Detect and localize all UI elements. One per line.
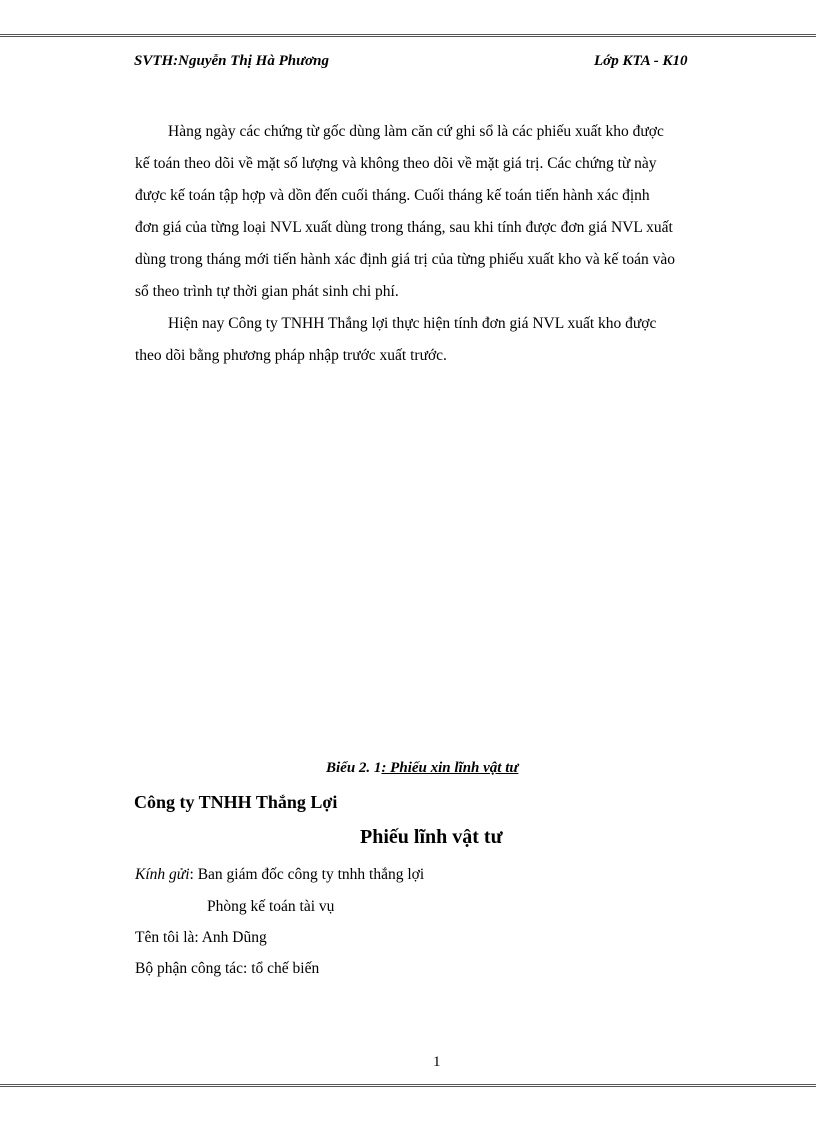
recipient-line-2: Phòng kế toán tài vụ (207, 898, 335, 915)
header-author: SVTH:Nguyễn Thị Hà Phương (134, 53, 329, 69)
caption-prefix: Biểu 2. 1 (326, 760, 382, 776)
requester-department: Bộ phận công tác: tổ chế biến (135, 960, 320, 977)
requester-name: Tên tôi là: Anh Dũng (135, 929, 267, 946)
header-rule (0, 34, 816, 37)
paragraph-line: đơn giá của từng loại NVL xuất dùng trong tháng, sau khi tính được đơn giá NVL xuất (135, 219, 673, 236)
recipient-value: : Ban giám đốc công ty tnhh thắng lợi (189, 866, 425, 883)
recipient-line (135, 866, 424, 884)
paragraph-line: kế toán theo dõi về mặt số lượng và không theo dõi về mặt giá trị. Các chứng từ này (135, 155, 657, 172)
figure-caption (326, 760, 518, 777)
page-number: 1 (433, 1054, 441, 1070)
paragraph-line: Hàng ngày các chứng từ gốc dùng làm căn cứ ghi sổ là các phiếu xuất kho được (168, 123, 664, 140)
paragraph-line: được kế toán tập hợp và dồn đến cuối tháng. Cuối tháng kế toán tiến hành xác định (135, 187, 650, 204)
paragraph-line: Hiện nay Công ty TNHH Thắng lợi thực hiện tính đơn giá NVL xuất kho được (168, 315, 657, 332)
paragraph-line: theo dõi bằng phương pháp nhập trước xuất trước. (135, 347, 447, 364)
recipient-label: Kính gửi (135, 866, 190, 883)
caption-title: : Phiếu xin lĩnh vật tư (381, 760, 519, 776)
paragraph-line: dùng trong tháng mới tiến hành xác định giá trị của từng phiếu xuất kho và kế toán vào (135, 251, 676, 268)
form-title: Phiếu lĩnh vật tư (360, 826, 503, 848)
paragraph-line: sổ theo trình tự thời gian phát sinh chi phí. (135, 283, 399, 300)
header-class: Lớp KTA - K10 (594, 53, 688, 69)
company-name: Công ty TNHH Thắng Lợi (134, 792, 338, 812)
footer-rule (0, 1084, 816, 1087)
